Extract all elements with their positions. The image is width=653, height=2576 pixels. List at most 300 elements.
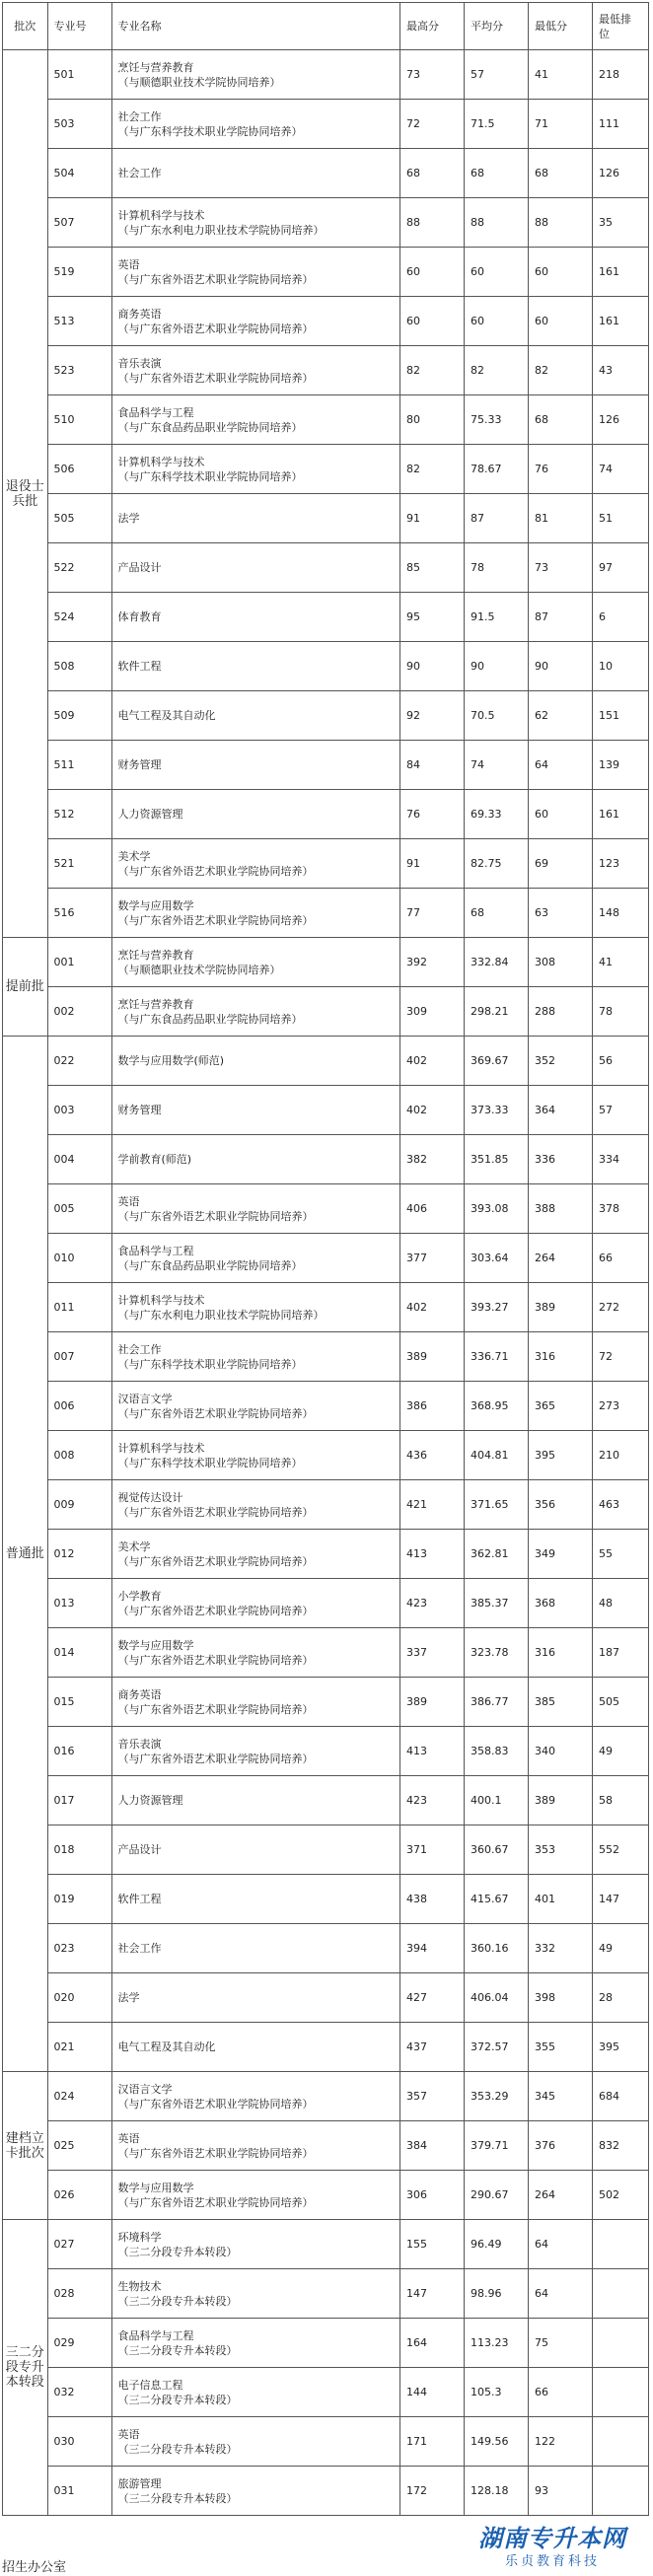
min-score-cell: 69 [529, 839, 593, 889]
min-rank-cell: 552 [593, 1825, 649, 1875]
major-cell [111, 691, 400, 741]
table-row [3, 2220, 649, 2269]
min-rank-cell: 684 [593, 2072, 649, 2121]
max-score-cell: 72 [400, 100, 465, 149]
min-score-cell: 68 [529, 395, 593, 445]
min-score-cell: 122 [529, 2417, 593, 2467]
code-cell: 018 [47, 1825, 111, 1875]
min-rank-cell [593, 2220, 649, 2269]
min-score-cell: 353 [529, 1825, 593, 1875]
table-row [3, 1776, 649, 1825]
table-row [3, 593, 649, 642]
min-score-cell: 81 [529, 494, 593, 543]
avg-score-cell: 88 [465, 198, 529, 248]
max-score-cell: 80 [400, 395, 465, 445]
batch-cell: 提前批 [3, 938, 48, 1037]
avg-score-cell: 98.96 [465, 2269, 529, 2319]
min-rank-cell: 49 [593, 1924, 649, 1973]
major-note: （与广东省外语艺术职业学院协同培养） [117, 2195, 314, 2209]
major-cell [111, 297, 400, 346]
major-name: 汉语言文学 [117, 1392, 173, 1405]
major-note: （与顺德职业技术学院协同培养） [117, 75, 281, 89]
major-cell [111, 1727, 400, 1776]
code-cell: 027 [47, 2220, 111, 2269]
min-rank-cell: 187 [593, 1628, 649, 1678]
min-rank-cell: 49 [593, 1727, 649, 1776]
min-rank-cell: 111 [593, 100, 649, 149]
major-cell [111, 642, 400, 691]
major-note: （与广东省外语艺术职业学院协同培养） [117, 2146, 314, 2160]
avg-score-cell: 113.23 [465, 2319, 529, 2368]
max-score-cell: 90 [400, 642, 465, 691]
avg-score-cell: 128.18 [465, 2467, 529, 2516]
min-score-cell: 63 [529, 889, 593, 938]
code-cell: 028 [47, 2269, 111, 2319]
table-row [3, 790, 649, 839]
max-score-cell: 406 [400, 1184, 465, 1234]
major-cell [111, 50, 400, 100]
watermark-subtitle: 乐贞教育科技 [504, 2554, 600, 2569]
avg-score-cell: 149.56 [465, 2417, 529, 2467]
header-batch: 批次 [3, 3, 48, 50]
table-row [3, 2023, 649, 2072]
avg-score-cell: 358.83 [465, 1727, 529, 1776]
major-cell [111, 1332, 400, 1382]
code-cell: 011 [47, 1283, 111, 1332]
major-name: 法学 [117, 512, 140, 525]
major-cell [111, 149, 400, 198]
min-score-cell: 316 [529, 1332, 593, 1382]
max-score-cell: 384 [400, 2121, 465, 2171]
major-note: （与广东省外语艺术职业学院协同培养） [117, 1604, 314, 1617]
major-note: （三二分段专升本转段） [117, 2491, 238, 2505]
avg-score-cell: 69.33 [465, 790, 529, 839]
major-name: 食品科学与工程 [117, 2328, 194, 2342]
major-cell [111, 790, 400, 839]
max-score-cell: 392 [400, 938, 465, 987]
major-cell [111, 2121, 400, 2171]
major-name: 财务管理 [117, 758, 162, 771]
min-score-cell: 88 [529, 198, 593, 248]
code-cell: 513 [47, 297, 111, 346]
min-score-cell: 93 [529, 2467, 593, 2516]
avg-score-cell: 68 [465, 889, 529, 938]
max-score-cell: 88 [400, 198, 465, 248]
min-rank-cell: 505 [593, 1678, 649, 1727]
code-cell: 015 [47, 1678, 111, 1727]
major-name: 学前教育(师范) [117, 1153, 192, 1166]
min-rank-cell [593, 2467, 649, 2516]
table-row [3, 1382, 649, 1431]
max-score-cell: 389 [400, 1332, 465, 1382]
major-name: 小学教育 [117, 1589, 162, 1603]
code-cell: 030 [47, 2417, 111, 2467]
min-rank-cell: 151 [593, 691, 649, 741]
major-cell [111, 1037, 400, 1086]
table-row [3, 839, 649, 889]
major-cell [111, 1135, 400, 1184]
major-note: （与广东省外语艺术职业学院协同培养） [117, 1653, 314, 1667]
table-row [3, 2269, 649, 2319]
min-rank-cell: 28 [593, 1973, 649, 2023]
major-note: （与广东省外语艺术职业学院协同培养） [117, 1209, 314, 1223]
major-name: 计算机科学与技术 [117, 1441, 205, 1455]
table-row [3, 445, 649, 494]
max-score-cell: 147 [400, 2269, 465, 2319]
major-note: （三二分段专升本转段） [117, 2393, 238, 2406]
code-cell: 503 [47, 100, 111, 149]
code-cell: 523 [47, 346, 111, 395]
major-cell [111, 346, 400, 395]
min-rank-cell: 6 [593, 593, 649, 642]
max-score-cell: 155 [400, 2220, 465, 2269]
avg-score-cell: 82.75 [465, 839, 529, 889]
min-rank-cell: 43 [593, 346, 649, 395]
min-rank-cell: 334 [593, 1135, 649, 1184]
header-min: 最低分 [529, 3, 593, 50]
major-name: 英语 [117, 2427, 140, 2441]
code-cell: 017 [47, 1776, 111, 1825]
min-score-cell: 395 [529, 1431, 593, 1480]
major-note: （与广东食品药品职业学院协同培养） [117, 1012, 303, 1026]
avg-score-cell: 400.1 [465, 1776, 529, 1825]
min-score-cell: 90 [529, 642, 593, 691]
code-cell: 510 [47, 395, 111, 445]
batch-cell: 退役士兵批 [3, 50, 48, 938]
min-rank-cell: 272 [593, 1283, 649, 1332]
major-note: （与广东水利电力职业技术学院协同培养） [117, 1308, 325, 1322]
major-cell [111, 1924, 400, 1973]
code-cell: 008 [47, 1431, 111, 1480]
major-note: （三二分段专升本转段） [117, 2442, 238, 2456]
major-cell [111, 839, 400, 889]
min-score-cell: 87 [529, 593, 593, 642]
min-rank-cell: 10 [593, 642, 649, 691]
min-rank-cell: 57 [593, 1086, 649, 1135]
avg-score-cell: 90 [465, 642, 529, 691]
major-name: 体育教育 [117, 610, 162, 623]
min-score-cell: 264 [529, 2171, 593, 2220]
code-cell: 031 [47, 2467, 111, 2516]
code-cell: 003 [47, 1086, 111, 1135]
min-rank-cell: 502 [593, 2171, 649, 2220]
min-score-cell: 355 [529, 2023, 593, 2072]
major-note: （与广东科学技术职业学院协同培养） [117, 1357, 303, 1371]
table-body [3, 50, 649, 2516]
table-row [3, 494, 649, 543]
min-score-cell: 389 [529, 1283, 593, 1332]
major-name: 商务英语 [117, 1687, 162, 1701]
major-name: 数学与应用数学 [117, 2181, 194, 2194]
max-score-cell: 84 [400, 741, 465, 790]
max-score-cell: 172 [400, 2467, 465, 2516]
major-name: 英语 [117, 1194, 140, 1208]
code-cell: 010 [47, 1234, 111, 1283]
code-cell: 016 [47, 1727, 111, 1776]
code-cell: 512 [47, 790, 111, 839]
major-name: 社会工作 [117, 1942, 162, 1955]
code-cell: 519 [47, 248, 111, 297]
avg-score-cell: 336.71 [465, 1332, 529, 1382]
min-rank-cell: 55 [593, 1530, 649, 1579]
major-name: 数学与应用数学 [117, 898, 194, 912]
avg-score-cell: 298.21 [465, 987, 529, 1037]
major-name: 法学 [117, 1991, 140, 2004]
major-name: 软件工程 [117, 1893, 162, 1905]
major-cell [111, 1480, 400, 1530]
major-name: 英语 [117, 2131, 140, 2145]
major-note: （与广东省外语艺术职业学院协同培养） [117, 1406, 314, 1420]
table-row [3, 642, 649, 691]
table-row [3, 987, 649, 1037]
major-note: （与广东省外语艺术职业学院协同培养） [117, 272, 314, 286]
min-score-cell: 352 [529, 1037, 593, 1086]
watermark-title: 湖南专升本网 [478, 2525, 626, 2552]
min-rank-cell [593, 2417, 649, 2467]
avg-score-cell: 351.85 [465, 1135, 529, 1184]
major-name: 数学与应用数学 [117, 1638, 194, 1652]
min-rank-cell: 58 [593, 1776, 649, 1825]
major-name: 美术学 [117, 1539, 151, 1553]
max-score-cell: 389 [400, 1678, 465, 1727]
header-major: 专业名称 [111, 3, 400, 50]
major-note: （与广东省外语艺术职业学院协同培养） [117, 864, 314, 878]
major-cell [111, 248, 400, 297]
table-row [3, 741, 649, 790]
major-name: 电气工程及其自动化 [117, 709, 216, 722]
major-note: （三二分段专升本转段） [117, 2245, 238, 2258]
major-note: （与广东省外语艺术职业学院协同培养） [117, 1554, 314, 1568]
min-rank-cell: 148 [593, 889, 649, 938]
code-cell: 023 [47, 1924, 111, 1973]
min-score-cell: 62 [529, 691, 593, 741]
min-score-cell: 308 [529, 938, 593, 987]
code-cell: 006 [47, 1382, 111, 1431]
major-name: 财务管理 [117, 1104, 162, 1116]
major-note: （与广东省外语艺术职业学院协同培养） [117, 1702, 314, 1716]
major-name: 人力资源管理 [117, 1794, 183, 1807]
min-score-cell: 345 [529, 2072, 593, 2121]
major-cell [111, 1875, 400, 1924]
max-score-cell: 60 [400, 248, 465, 297]
max-score-cell: 382 [400, 1135, 465, 1184]
min-rank-cell: 123 [593, 839, 649, 889]
major-cell [111, 198, 400, 248]
min-score-cell: 349 [529, 1530, 593, 1579]
min-rank-cell: 161 [593, 790, 649, 839]
avg-score-cell: 360.16 [465, 1924, 529, 1973]
major-note: （与广东食品药品职业学院协同培养） [117, 1258, 303, 1272]
batch-cell: 三二分段专升本转段 [3, 2220, 48, 2516]
max-score-cell: 437 [400, 2023, 465, 2072]
major-name: 生物技术 [117, 2279, 162, 2293]
major-cell [111, 1973, 400, 2023]
major-cell [111, 1283, 400, 1332]
major-cell [111, 2467, 400, 2516]
table-row [3, 2368, 649, 2417]
major-name: 电子信息工程 [117, 2378, 183, 2392]
min-score-cell: 356 [529, 1480, 593, 1530]
table-row [3, 395, 649, 445]
code-cell: 026 [47, 2171, 111, 2220]
min-score-cell: 389 [529, 1776, 593, 1825]
footer-note: 招生办公室 [2, 2560, 67, 2575]
avg-score-cell: 78.67 [465, 445, 529, 494]
table-row [3, 198, 649, 248]
major-cell [111, 2417, 400, 2467]
table-row [3, 1825, 649, 1875]
max-score-cell: 394 [400, 1924, 465, 1973]
major-cell [111, 889, 400, 938]
max-score-cell: 144 [400, 2368, 465, 2417]
code-cell: 019 [47, 1875, 111, 1924]
major-name: 计算机科学与技术 [117, 455, 205, 468]
max-score-cell: 68 [400, 149, 465, 198]
max-score-cell: 91 [400, 494, 465, 543]
code-cell: 007 [47, 1332, 111, 1382]
avg-score-cell: 75.33 [465, 395, 529, 445]
table-row [3, 248, 649, 297]
major-name: 人力资源管理 [117, 808, 183, 821]
min-rank-cell: 126 [593, 395, 649, 445]
min-rank-cell: 35 [593, 198, 649, 248]
max-score-cell: 413 [400, 1530, 465, 1579]
max-score-cell: 371 [400, 1825, 465, 1875]
major-cell [111, 1382, 400, 1431]
min-rank-cell: 378 [593, 1184, 649, 1234]
major-note: （与广东省外语艺术职业学院协同培养） [117, 1505, 314, 1519]
code-cell: 025 [47, 2121, 111, 2171]
min-rank-cell: 56 [593, 1037, 649, 1086]
table-row [3, 100, 649, 149]
min-score-cell: 71 [529, 100, 593, 149]
table-row [3, 1628, 649, 1678]
max-score-cell: 377 [400, 1234, 465, 1283]
code-cell: 022 [47, 1037, 111, 1086]
major-cell [111, 2171, 400, 2220]
code-cell: 501 [47, 50, 111, 100]
major-cell [111, 1628, 400, 1678]
avg-score-cell: 82 [465, 346, 529, 395]
avg-score-cell: 386.77 [465, 1678, 529, 1727]
table-row [3, 2417, 649, 2467]
admission-scores-table [2, 2, 649, 2516]
max-score-cell: 386 [400, 1382, 465, 1431]
major-cell [111, 494, 400, 543]
major-name: 视觉传达设计 [117, 1490, 183, 1504]
min-score-cell: 385 [529, 1678, 593, 1727]
min-rank-cell: 51 [593, 494, 649, 543]
major-cell [111, 2072, 400, 2121]
max-score-cell: 309 [400, 987, 465, 1037]
min-rank-cell: 161 [593, 248, 649, 297]
major-cell [111, 741, 400, 790]
min-rank-cell: 74 [593, 445, 649, 494]
min-score-cell: 66 [529, 2368, 593, 2417]
major-name: 汉语言文学 [117, 2082, 173, 2096]
min-score-cell: 401 [529, 1875, 593, 1924]
major-note: （三二分段专升本转段） [117, 2343, 238, 2357]
min-rank-cell: 147 [593, 1875, 649, 1924]
code-cell: 021 [47, 2023, 111, 2072]
major-note: （三二分段专升本转段） [117, 2294, 238, 2308]
code-cell: 013 [47, 1579, 111, 1628]
major-cell [111, 1530, 400, 1579]
min-score-cell: 364 [529, 1086, 593, 1135]
avg-score-cell: 60 [465, 297, 529, 346]
major-name: 产品设计 [117, 1843, 162, 1856]
min-score-cell: 64 [529, 2269, 593, 2319]
avg-score-cell: 360.67 [465, 1825, 529, 1875]
max-score-cell: 91 [400, 839, 465, 889]
major-name: 旅游管理 [117, 2476, 162, 2490]
min-score-cell: 336 [529, 1135, 593, 1184]
major-name: 计算机科学与技术 [117, 208, 205, 222]
major-name: 食品科学与工程 [117, 405, 194, 419]
major-note: （与顺德职业技术学院协同培养） [117, 963, 281, 976]
max-score-cell: 73 [400, 50, 465, 100]
table-row [3, 1431, 649, 1480]
avg-score-cell: 406.04 [465, 1973, 529, 2023]
code-cell: 029 [47, 2319, 111, 2368]
max-score-cell: 402 [400, 1037, 465, 1086]
header-max: 最高分 [400, 3, 465, 50]
major-cell [111, 1184, 400, 1234]
table-row [3, 1678, 649, 1727]
header-avg: 平均分 [465, 3, 529, 50]
min-score-cell: 332 [529, 1924, 593, 1973]
min-score-cell: 64 [529, 741, 593, 790]
max-score-cell: 423 [400, 1579, 465, 1628]
major-note: （与广东科学技术职业学院协同培养） [117, 469, 303, 483]
major-cell [111, 2220, 400, 2269]
avg-score-cell: 404.81 [465, 1431, 529, 1480]
avg-score-cell: 362.81 [465, 1530, 529, 1579]
code-cell: 507 [47, 198, 111, 248]
table-header-row [3, 3, 649, 50]
max-score-cell: 337 [400, 1628, 465, 1678]
major-note: （与广东省外语艺术职业学院协同培养） [117, 371, 314, 385]
major-name: 环境科学 [117, 2230, 162, 2244]
min-score-cell: 376 [529, 2121, 593, 2171]
min-score-cell: 398 [529, 1973, 593, 2023]
header-rank: 最低排位 [593, 3, 649, 50]
table-row [3, 297, 649, 346]
code-cell: 001 [47, 938, 111, 987]
avg-score-cell: 60 [465, 248, 529, 297]
avg-score-cell: 68 [465, 149, 529, 198]
major-cell [111, 1234, 400, 1283]
major-name: 产品设计 [117, 561, 162, 574]
max-score-cell: 427 [400, 1973, 465, 2023]
min-score-cell: 316 [529, 1628, 593, 1678]
max-score-cell: 164 [400, 2319, 465, 2368]
major-cell [111, 1825, 400, 1875]
min-score-cell: 41 [529, 50, 593, 100]
min-score-cell: 64 [529, 2220, 593, 2269]
min-score-cell: 365 [529, 1382, 593, 1431]
min-score-cell: 340 [529, 1727, 593, 1776]
code-cell: 014 [47, 1628, 111, 1678]
major-name: 电气工程及其自动化 [117, 2040, 216, 2053]
major-note: （与广东科学技术职业学院协同培养） [117, 1456, 303, 1469]
min-score-cell: 368 [529, 1579, 593, 1628]
major-cell [111, 395, 400, 445]
table-row [3, 1875, 649, 1924]
min-rank-cell [593, 2319, 649, 2368]
min-rank-cell: 218 [593, 50, 649, 100]
code-cell: 522 [47, 543, 111, 593]
